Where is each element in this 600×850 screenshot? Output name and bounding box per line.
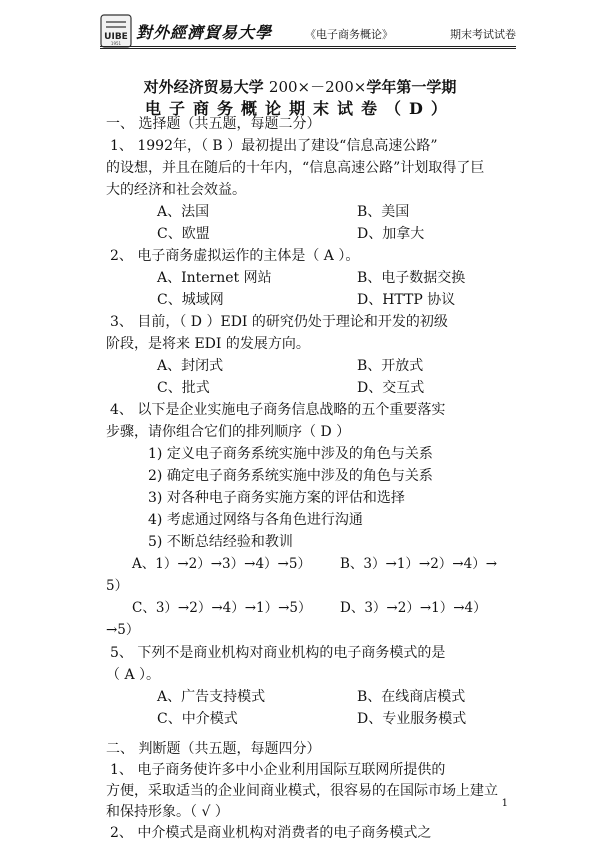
q3-option-b: B、开放式 [357, 358, 424, 374]
q2-line1: 2、 电子商务虚拟运作的主体是（ A ）。 [110, 248, 360, 264]
tf-q1-line3: 和保持形象。（ √ ） [106, 804, 229, 820]
university-name-script: 對外經濟貿易大學 [136, 23, 273, 42]
q2-option-c: C、城域网 [157, 292, 224, 308]
q4-line2: 步骤，请你组合它们的排列顺序（ D ） [106, 424, 351, 440]
q3-line2: 阶段，是将来 EDI 的发展方向。 [106, 336, 310, 352]
q4-step-2: 2) 确定电子商务系统实施中涉及的角色与关系 [148, 468, 433, 484]
header-divider [100, 46, 516, 47]
q1-line3: 大的经济和社会效益。 [106, 182, 246, 198]
header-divider-secondary [100, 48, 516, 49]
course-name: 《电子商务概论》 [305, 28, 393, 41]
q1-option-d: D、加拿大 [357, 226, 425, 242]
q4-option-d-tail: →5） [106, 622, 140, 638]
q1-line1: 1、 1992年，（ B ）最初提出了建设“信息高速公路” [110, 138, 438, 154]
exam-type: 期末考试试卷 [450, 28, 516, 41]
q4-step-5: 5) 不断总结经验和教训 [148, 534, 293, 550]
q1-option-c: C、欧盟 [157, 226, 210, 242]
section2-heading: 二、 判断题（共五题，每题四分） [106, 741, 321, 757]
q5-option-c: C、中介模式 [157, 711, 238, 727]
svg-text:UIBE: UIBE [104, 32, 128, 42]
q4-line1: 4、 以下是企业实施电子商务信息战略的五个重要落实 [110, 402, 446, 418]
q1-line2: 的设想，并且在随后的十年内，“信息高速公路”计划取得了巨 [106, 160, 485, 176]
q4-step-3: 3) 对各种电子商务实施方案的评估和选择 [148, 490, 405, 506]
q5-line1: 5、 下列不是商业机构对商业机构的电子商务模式的是 [110, 645, 446, 661]
tf-q1-line2: 方便，采取适当的企业间商业模式，很容易的在国际市场上建立 [106, 783, 498, 799]
exam-title-line1 [0, 76, 600, 97]
q4-option-c: C、3）→2）→4）→1）→5） [132, 600, 312, 616]
q1-option-b: B、美国 [357, 204, 410, 220]
q5-line2: （ A ）。 [106, 667, 161, 683]
q5-option-b: B、在线商店模式 [357, 689, 466, 705]
q3-option-d: D、交互式 [357, 380, 425, 396]
q4-option-a: A、1）→2）→3）→4）→5） [132, 556, 311, 572]
title-academic-year: 200×－200× [268, 78, 367, 96]
q4-option-d: D、3）→2）→1）→4） [340, 600, 487, 616]
page-header [100, 10, 516, 50]
q1-option-a: A、法国 [157, 204, 210, 220]
university-seal-icon [100, 14, 132, 48]
q4-step-1: 1) 定义电子商务系统实施中涉及的角色与关系 [148, 446, 433, 462]
q3-option-c: C、批式 [157, 380, 210, 396]
section1-heading: 一、 选择题（共五题，每题二分） [106, 116, 321, 132]
q2-option-d: D、HTTP 协议 [357, 292, 456, 308]
svg-text:1951: 1951 [110, 41, 122, 46]
q4-option-b-tail: 5） [106, 578, 129, 594]
tf-q2-line1: 2、 中介模式是商业机构对消费者的电子商务模式之 [110, 825, 432, 841]
q4-option-b: B、3）→1）→2）→4）→ [340, 556, 498, 572]
page-number: 1 [501, 798, 508, 809]
q4-step-4: 4) 考虑通过网络与各角色进行沟通 [148, 512, 363, 528]
exam-title-line2: 电子商务概论期末试卷（D） [145, 99, 455, 118]
title-university: 对外经济贸易大学 [143, 78, 264, 96]
q2-option-b: B、电子数据交换 [357, 270, 466, 286]
q3-option-a: A、封闭式 [157, 358, 224, 374]
q5-option-d: D、专业服务模式 [357, 711, 467, 727]
tf-q1-line1: 1、 电子商务使许多中小企业利用国际互联网所提供的 [110, 762, 446, 778]
q2-option-a: A、Internet 网站 [157, 270, 272, 286]
q3-line1: 3、 目前，（ D ）EDI 的研究仍处于理论和开发的初级 [110, 314, 448, 330]
title-term: 学年第一学期 [366, 78, 457, 96]
q5-option-a: A、广告支持模式 [157, 689, 266, 705]
